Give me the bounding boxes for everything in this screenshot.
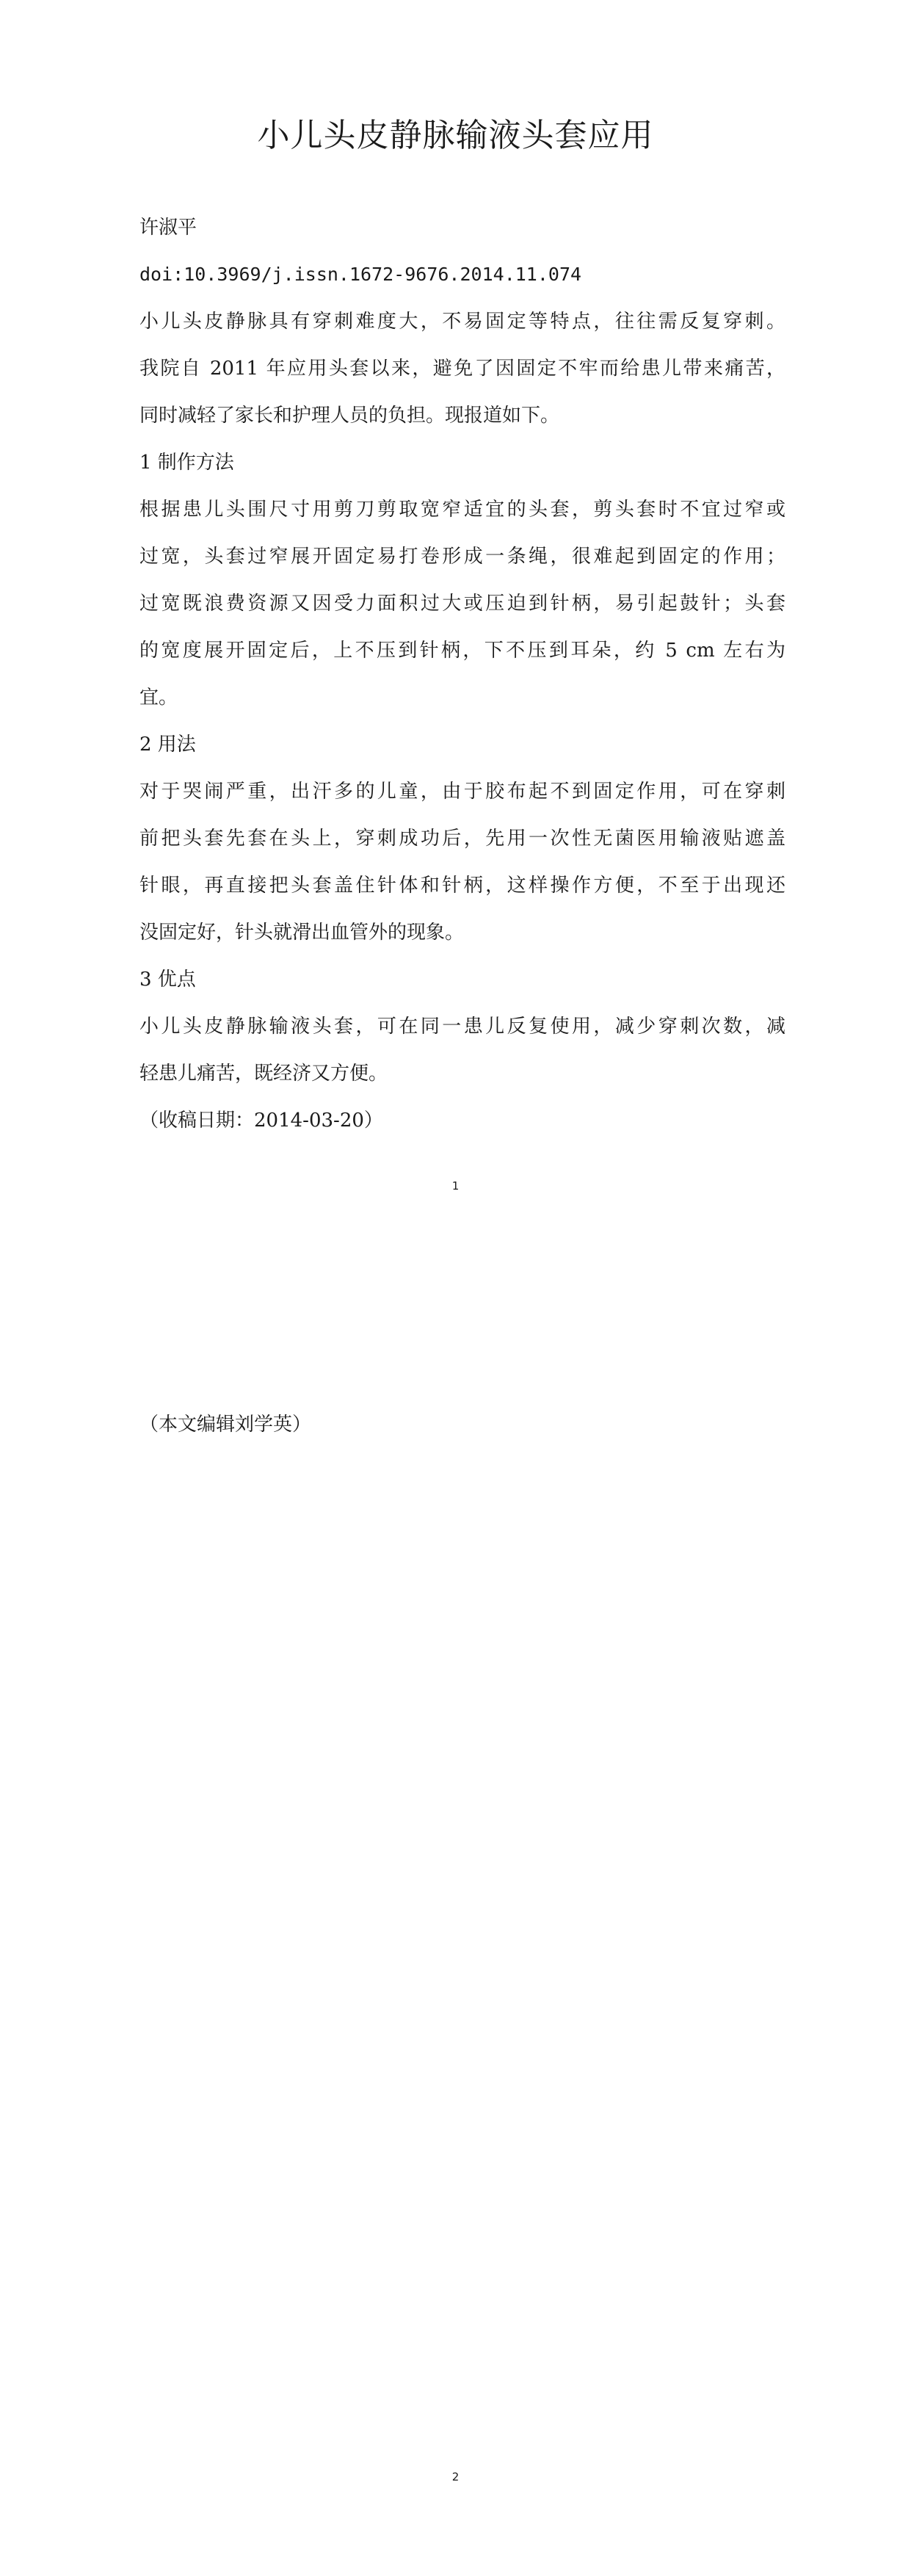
page-number: 1 — [451, 1179, 460, 1193]
section-heading-usage: 2 用法 — [139, 734, 196, 756]
usage-line: 对于哭闹严重，出汗多的儿童，由于胶布起不到固定作用，可在穿刺 — [139, 781, 785, 803]
method-line: 过宽既浪费资源又因受力面积过大或压迫到针柄，易引起鼓针；头套 — [139, 593, 785, 615]
method-line: 的宽度展开固定后，上不压到针柄，下不压到耳朵，约 5 cm 左右为 — [139, 640, 785, 662]
intro-line: 我院自 2011 年应用头套以来，避免了因固定不牢而给患儿带来痛苦， — [139, 358, 785, 380]
received-date: （收稿日期：2014-03-20） — [139, 1110, 383, 1132]
method-line: 宜。 — [139, 687, 178, 709]
usage-line: 针眼，再直接把头套盖住针体和针柄，这样操作方便，不至于出现还 — [139, 875, 785, 897]
section-heading-advantages: 3 优点 — [139, 969, 196, 991]
intro-line: 小儿头皮静脉具有穿刺难度大，不易固定等特点，往往需反复穿刺。 — [139, 311, 785, 333]
article-title: 小儿头皮静脉输液头套应用 — [257, 117, 654, 154]
advantages-line: 小儿头皮静脉输液头套，可在同一患儿反复使用，减少穿刺次数，减 — [139, 1016, 785, 1038]
page2-body — [139, 1401, 785, 1448]
page-number: 2 — [451, 2470, 460, 2483]
section-heading-method: 1 制作方法 — [139, 452, 234, 474]
author-name: 许淑平 — [139, 217, 197, 239]
intro-line: 同时减轻了家长和护理人员的负担。现报道如下。 — [139, 405, 560, 427]
editor-note: （本文编辑刘学英） — [139, 1414, 312, 1436]
usage-line: 没固定好，针头就滑出血管外的现象。 — [139, 922, 465, 944]
article-body — [139, 204, 785, 1144]
advantages-line: 轻患儿痛苦，既经济又方便。 — [139, 1063, 388, 1085]
method-line: 根据患儿头围尺寸用剪刀剪取宽窄适宜的头套，剪头套时不宜过窄或 — [139, 499, 785, 521]
method-line: 过宽，头套过窄展开固定易打卷形成一条绳，很难起到固定的作用； — [139, 546, 785, 568]
usage-line: 前把头套先套在头上，穿刺成功后，先用一次性无菌医用输液贴遮盖 — [139, 828, 785, 850]
doi-text: doi:10.3969/j.issn.1672-9676.2014.11.074 — [139, 264, 582, 285]
